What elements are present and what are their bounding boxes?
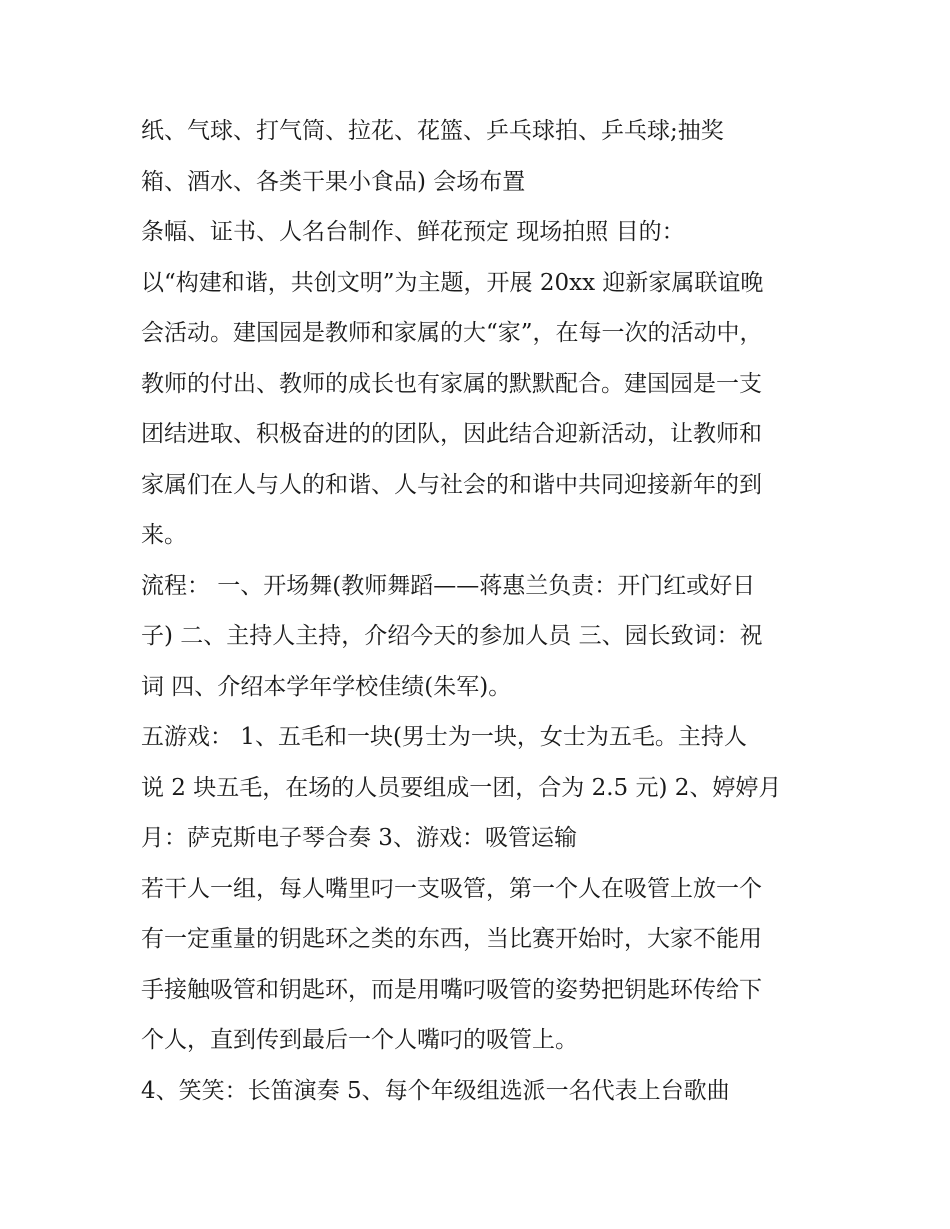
text-line-3: 条幅、证书、人名台制作、鲜花预定 现场拍照 目的： [141,219,685,245]
text-line-20: 4、笑笑：长笛演奏 5、每个年级组选派一名代表上台歌曲 [141,1077,730,1104]
text-line-13: 五游戏： 1、五毛和一块(男士为一块，女士为五毛。主持人 [141,724,747,750]
text-line-8: 家属们在人与人的和谐、人与社会的和谐中共同迎接新年的到 [141,471,762,498]
text-line-2: 箱、酒水、各类干果小食品) 会场布置 [141,168,526,195]
text-line-9: 来。 [141,522,187,548]
text-line-12: 词 四、介绍本学年学校佳绩(朱军)。 [141,673,512,700]
text-line-19: 个人，直到传到最后一个人嘴叼的吸管上。 [141,1027,578,1053]
text-line-1: 纸、气球、打气筒、拉花、花篮、乒乓球拍、乒乓球;抽奖 [141,118,724,144]
text-line-5: 会活动。建国园是教师和家属的大“家”，在每一次的活动中， [141,320,763,346]
document-body [141,106,821,1116]
text-line-17: 有一定重量的钥匙环之类的东西，当比赛开始时，大家不能用 [141,926,762,952]
text-line-10: 流程： 一、开场舞(教师舞蹈——蒋惠兰负责：开门红或好日 [141,572,756,599]
text-line-6: 教师的付出、教师的成长也有家属的默默配合。建国园是一支 [141,370,762,397]
text-line-16: 若干人一组，每人嘴里叼一支吸管，第一个人在吸管上放一个 [141,875,762,902]
text-line-15: 月：萨克斯电子琴合奏 3、游戏：吸管运输 [141,825,577,851]
text-line-11: 子) 二、主持人主持，介绍今天的参加人员 三、园长致词：祝 [141,623,763,649]
text-line-7: 团结进取、积极奋进的的团队，因此结合迎新活动，让教师和 [141,421,762,447]
text-line-4: 以“构建和谐，共创文明”为主题，开展 20xx 迎新家属联谊晚 [141,269,764,296]
text-line-14: 说 2 块五毛，在场的人员要组成一团，合为 2.5 元) 2、婷婷月 [141,774,782,801]
text-line-18: 手接触吸管和钥匙环，而是用嘴叼吸管的姿势把钥匙环传给下 [141,976,762,1003]
